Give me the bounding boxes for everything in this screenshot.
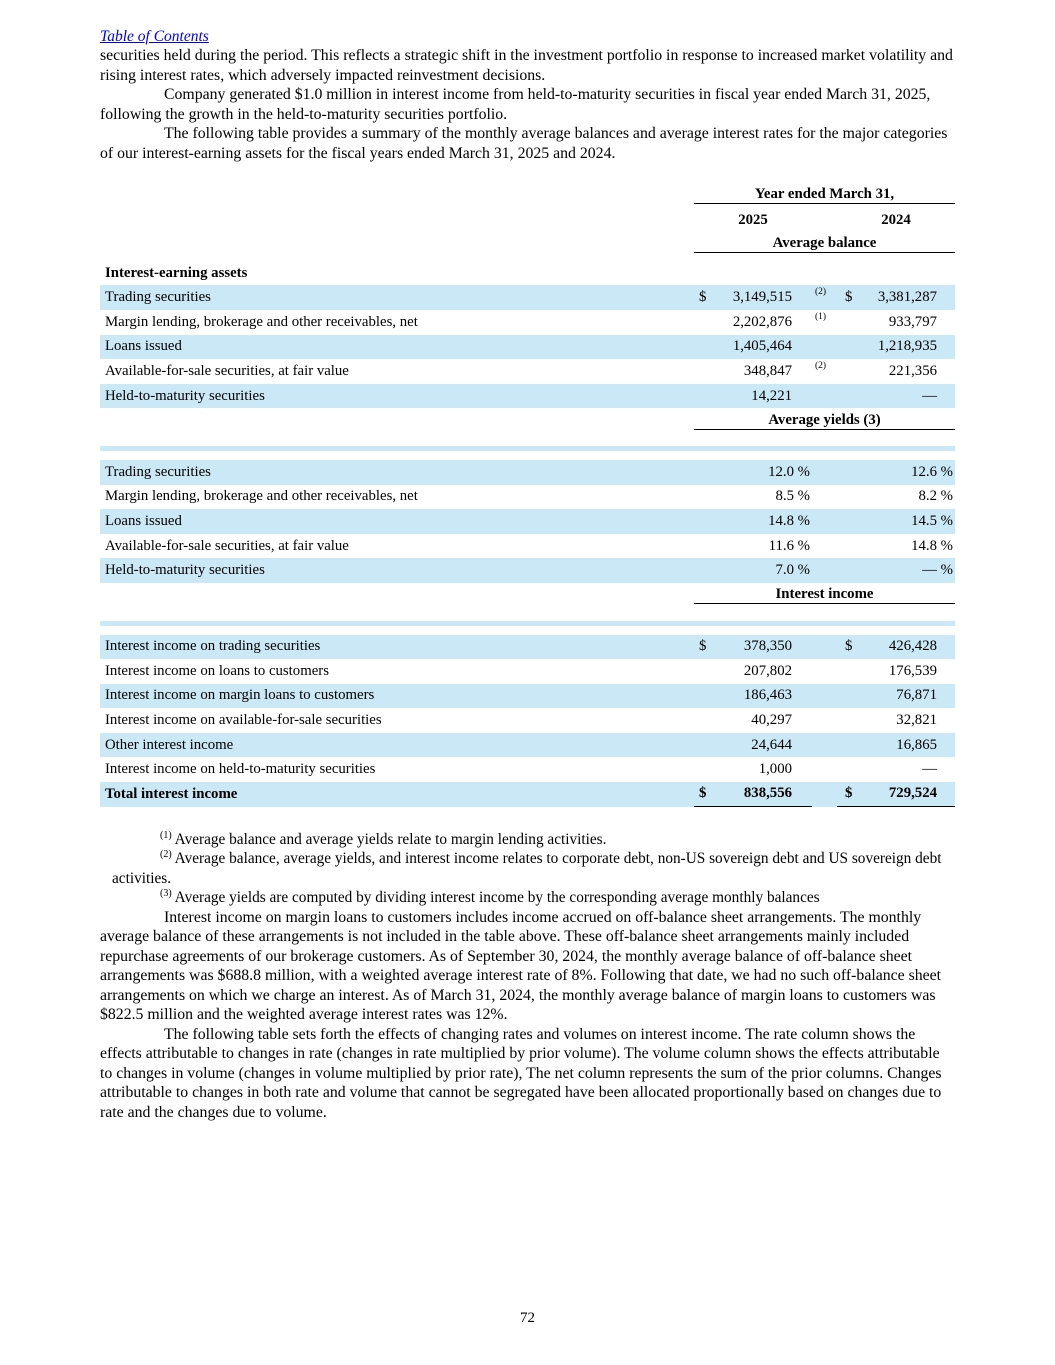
- paragraph-rate-volume-intro: The following table sets forth the effects of changing rates and volumes on interest income. The rate column shows the effects attributable to changes in rate (changes in rate multiplied by prior volume). The volume column shows the effects attributable to changes in volume (changes in volume multiplied by prior rate), The net column represents the sum of the prior columns. Changes attributable to changes in both rate and volume that cannot be segregated have been allocated proportionally based on changes due to rate and the changes due to volume.: [100, 1025, 942, 1121]
- dollar-sign: $: [845, 638, 853, 655]
- value-2025: 1,405,464: [732, 338, 792, 355]
- paragraph-interest-income: Company generated $1.0 million in interest income from held-to-maturity securities in fiscal year ended March 31, 2025, following the growth in the held-to-maturity securities portfolio.: [100, 86, 931, 123]
- row-label: Margin lending, brokerage and other receivables, net: [105, 313, 418, 330]
- paragraph-table-intro: The following table provides a summary of the monthly average balances and average interest rates for the major categories of our interest-earning assets for the fiscal years ended March 31, 2025 and 2024.: [100, 125, 948, 162]
- footnote-ref: (1): [815, 311, 827, 322]
- value-2024: 176,539: [888, 662, 937, 679]
- table-header-columns: [100, 208, 955, 233]
- income-row: [100, 733, 955, 758]
- total-row: [100, 782, 955, 807]
- row-label: Interest income on margin loans to customers: [105, 687, 375, 704]
- footnotes-block: [112, 830, 955, 908]
- income-row: [100, 708, 955, 733]
- average-balance-header: Average balance: [694, 235, 955, 253]
- row-label: Available-for-sale securities, at fair value: [105, 537, 349, 554]
- row-label: Total interest income: [105, 785, 238, 802]
- footnote-3: [112, 888, 955, 908]
- row-label: Loans issued: [105, 338, 182, 355]
- table-header-interest-income: [100, 583, 955, 608]
- row-label: Interest income on loans to customers: [105, 662, 329, 679]
- footnote-marker: (3): [160, 888, 172, 900]
- value-2024: 221,356: [888, 362, 937, 379]
- value-2024: 76,871: [896, 687, 937, 704]
- yield-2025: 7.0 %: [775, 562, 810, 579]
- yield-2025: 11.6 %: [768, 537, 810, 554]
- yield-row: [100, 558, 955, 583]
- row-label: Loans issued: [105, 512, 182, 529]
- page-number: 72: [520, 1310, 535, 1326]
- row-label: Held-to-maturity securities: [105, 562, 265, 579]
- spacer: [100, 626, 955, 635]
- balance-row: [100, 359, 955, 384]
- dollar-sign: $: [699, 638, 707, 655]
- footnote-text: Average balance and average yields relate to margin lending activities.: [171, 830, 607, 848]
- table-header-average-balance: [100, 232, 955, 257]
- year-ended-header: Year ended March 31,: [694, 186, 955, 204]
- paragraph-off-balance-sheet: Interest income on margin loans to customers includes income accrued on off-balance sheet arrangements. The monthly average balance of these arrangements is not included in the table above. These off-balance sheet arrangements mainly included repurchase agreements of our brokerage customers. As of September 30, 2024, the monthly average balance of off-balance sheet arrangements was $688.8 million, with a weighted average interest rate of 8%. Following that date, we had no such off-balance sheet arrangements on which we charge an interest. As of March 31, 2024, the monthly average balance of margin loans to customers was $822.5 million and the weighted average interest rates was 12%.: [100, 908, 942, 1024]
- row-label: Available-for-sale securities, at fair value: [105, 362, 349, 379]
- spacer: [100, 451, 955, 460]
- value-2025: 24,644: [751, 736, 792, 753]
- toc-link[interactable]: Table of Contents: [100, 28, 209, 45]
- table-header-year: [100, 183, 955, 208]
- footnote-1: [112, 830, 955, 850]
- income-row: [100, 684, 955, 709]
- interest-earning-assets-table: [100, 183, 955, 807]
- value-2024: 1,218,935: [877, 338, 937, 355]
- value-2025: 348,847: [743, 362, 792, 379]
- row-label: Held-to-maturity securities: [105, 387, 265, 404]
- yield-row: [100, 460, 955, 485]
- yield-2024: 8.2 %: [918, 488, 953, 505]
- section-label-row: [100, 261, 955, 286]
- yield-2024: — %: [922, 562, 953, 579]
- row-label: Interest income on available-for-sale securities: [105, 712, 382, 729]
- table-header-average-yields: [100, 408, 955, 433]
- value-2025: 2,202,876: [732, 313, 792, 330]
- column-header-2025: 2025: [738, 211, 768, 228]
- value-2024: —: [922, 761, 937, 778]
- footnote-2: [112, 849, 955, 888]
- yield-2024: 14.8 %: [911, 537, 953, 554]
- value-2024: 32,821: [896, 712, 937, 729]
- yield-2025: 8.5 %: [775, 488, 810, 505]
- balance-row: [100, 335, 955, 360]
- spacer: [100, 433, 955, 446]
- balance-row: [100, 285, 955, 310]
- value-2025: 14,221: [751, 387, 792, 404]
- value-2025: 40,297: [751, 712, 792, 729]
- value-2025: 378,350: [743, 638, 792, 655]
- value-2024: 729,524: [888, 785, 937, 802]
- yield-2025: 14.8 %: [768, 512, 810, 529]
- dollar-sign: $: [845, 785, 853, 802]
- footnote-marker: (2): [160, 849, 172, 861]
- value-2024: —: [922, 387, 937, 404]
- yield-row: [100, 485, 955, 510]
- footnote-marker: (1): [160, 829, 172, 841]
- footnote-ref: (2): [815, 361, 827, 372]
- value-2025: 3,149,515: [732, 289, 792, 306]
- value-2025: 207,802: [743, 662, 792, 679]
- dollar-sign: $: [699, 289, 707, 306]
- value-2024: 426,428: [888, 638, 937, 655]
- column-header-2024: 2024: [881, 211, 911, 228]
- row-label: Trading securities: [105, 463, 211, 480]
- yield-2025: 12.0 %: [768, 463, 810, 480]
- value-2024: 3,381,287: [877, 289, 937, 306]
- row-label: Other interest income: [105, 736, 234, 753]
- value-2025: 186,463: [743, 687, 792, 704]
- yield-2024: 14.5 %: [911, 512, 953, 529]
- yield-row: [100, 509, 955, 534]
- income-row: [100, 635, 955, 660]
- value-2025: 838,556: [743, 785, 792, 802]
- footnote-text: Average balance, average yields, and interest income relates to corporate debt, non-US sovereign debt and US sovereign debt activities.: [112, 850, 942, 887]
- row-label: Margin lending, brokerage and other receivables, net: [105, 488, 418, 505]
- row-label: Interest income on held-to-maturity securities: [105, 761, 376, 778]
- average-yields-header: Average yields (3): [694, 412, 955, 430]
- row-label: Interest income on trading securities: [105, 638, 321, 655]
- footnote-text: Average yields are computed by dividing interest income by the corresponding average monthly balances: [171, 889, 820, 907]
- value-2025: 1,000: [758, 761, 792, 778]
- footnote-ref: (2): [815, 287, 827, 298]
- balance-row: [100, 310, 955, 335]
- row-label: Trading securities: [105, 289, 211, 306]
- income-row: [100, 757, 955, 782]
- dollar-sign: $: [699, 785, 707, 802]
- yield-row: [100, 534, 955, 559]
- interest-income-header: Interest income: [694, 586, 955, 604]
- income-row: [100, 659, 955, 684]
- section-label: Interest-earning assets: [105, 264, 248, 281]
- spacer: [100, 608, 955, 621]
- balance-row: [100, 384, 955, 409]
- dollar-sign: $: [845, 289, 853, 306]
- value-2024: 933,797: [888, 313, 937, 330]
- value-2024: 16,865: [896, 736, 937, 753]
- yield-2024: 12.6 %: [911, 463, 953, 480]
- paragraph-continuation: securities held during the period. This reflects a strategic shift in the investment portfolio in response to increased market volatility and rising interest rates, which adversely impacted reinvestment decisions.: [100, 47, 953, 84]
